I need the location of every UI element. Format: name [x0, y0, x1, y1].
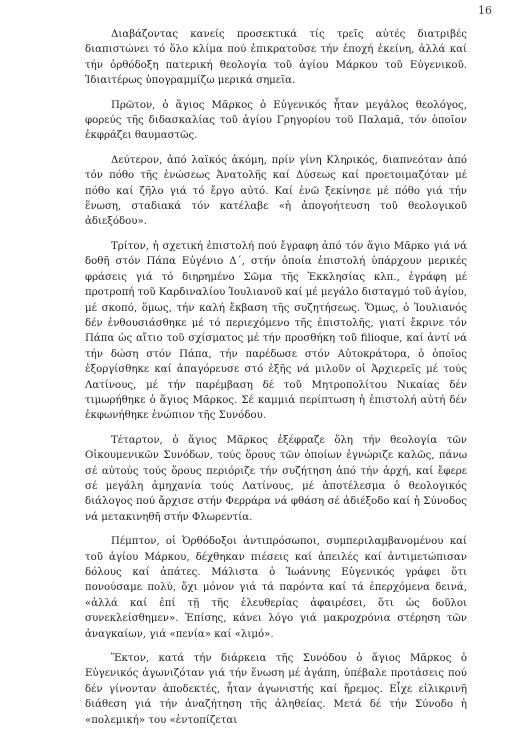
paragraph-third-point: Τρίτον, ἡ σχετική ἐπιστολή πού ἔγραφη ἀπό τόν ἅγιο Μᾶρκο γιά νά δοθῆ στόν Πάπα Εὐγένιο Δ΄, στήν ὁποία ἐπιστολή ὑπάρχουν μερικές φράσεις γιά τό διηρημένο Σῶμα τῆς Ἐκκλησίας κλπ., ἐγράφη μέ προτροπή τοῦ Καρδιναλίου Ἰουλιανοῦ καί μέ μεγάλο δισταγμό τοῦ ἁγίου, μέ σκοπό, ὅμως, τήν καλή ἔκβαση τῆς συζητήσεως. Ὅμως, ὁ Ἰουλιανός δέν ἐνθουσιάσθηκε μέ τό περιεχόμενο τῆς ἐπιστολῆς, γιατί ἔκρινε τόν Πάπα ὡς αἴτιο τοῦ σχίσματος μέ τήν προσθήκη τοῦ filioque, καί ἀντί νά τήν δώση στόν Πάπα, τήν παρέδωσε στόν Αὐτοκράτορα, ὁ ὁποῖος ἐξοργίσθηκε καί ἀπαγόρευσε στό ἑξῆς νά μιλοῦν οἱ Ἀρχιερεῖς μέ τούς Λατίνους, μέ τήν παρέμβαση δέ τοῦ Μητροπολίτου Νικαίας δέν τιμωρήθηκε ὁ ἅγιος Μᾶρκος. Σέ καμμιά περίπτωση ἡ ἐπιστολή αὐτή δέν ἐκφωνήθηκε ἐνώπιον τῆς Συνόδου.: [85, 240, 467, 422]
paragraph-intro: Διαβάζοντας κανείς προσεκτικά τίς τρεῖς αὐτές διατριβές διαπιστώνει τό ὅλο κλίμα πού ἐπικρατοῦσε τήν ἐποχή ἐκείνη, ἀλλά καί τήν ὀρθόδοξη πατερική θεολογία τοῦ ἁγίου Μάρκου τοῦ Εὐγενικοῦ. Ἰδιαιτέρως ὑπογραμμίζω μερικά σημεῖα.: [85, 29, 467, 87]
paragraph-sixth-point: Ἕκτον, κατά τήν διάρκεια τῆς Συνόδου ὁ ἅγιος Μᾶρκος ὁ Εὐγενικός ἀγωνιζόταν γιά τήν ἕνωση μέ ἀγάπη, ὑπέβαλε προτάσεις πού δέν γίνονταν ἀποδεκτές, ἦταν ἀγωνιστής καί ἤρεμος. Εἶχε εἰλικρινῆ διάθεση γιά τήν ἀναζήτηση τῆς ἀληθείας. Μετά δέ τήν Σύνοδο ἡ «πολεμική» του «ἐντοπίζεται: [85, 653, 467, 726]
body-text: [85, 27, 467, 737]
page-number: 16: [478, 4, 492, 17]
paragraph-fourth-point: Τέταρτον, ὁ ἅγιος Μᾶρκος ἐξέφραζε ὅλη τήν θεολογία τῶν Οἰκουμενικῶν Συνόδων, τούς ὅρους τῶν ὁποίων ἐγνώριζε καλῶς, πάνω σέ αὐτούς τούς ὅρους περιόριζε τήν συζήτηση ἀπό τήν ἀρχή, καί ἔφερε σέ μεγάλη ἀμηχανία τούς Λατίνους, μέ ἀποτέλεσμα ὁ θεολογικός διάλογος πού ἄρχισε στήν Φερράρα νά φθάση σέ ἀδιέξοδο καί ἡ Σύνοδος νά μετακινηθῆ στήν Φλωρεντία.: [85, 434, 467, 523]
paragraph-fifth-point: Πέμπτον, οἱ Ὀρθόδοξοι ἀντιπρόσωποι, συμπεριλαμβανομένου καί τοῦ ἁγίου Μάρκου, δέχθηκαν πιέσεις καί ἀπειλές καί ἀντιμετώπισαν δόλους καί ἀπάτες. Μάλιστα ὁ Ἰωάννης Εὐγενικός γράφει ὅτι πονούσαμε πολύ, ὄχι μόνον γιά τά παρόντα καί τά ἐπερχόμενα δεινά, «ἀλλά καί ἐπί τῇ τῆς ἐλευθερίας ἀφαιρέσει, ὅτι ὡς δοῦλοι συνεκλείσθημεν». Ἐπίσης, κάνει λόγο γιά μακροχρόνια στέρηση τῶν ἀναγκαίων, γιά «πενία» καί «λιμό».: [85, 536, 467, 640]
paragraph-second-point: Δεύτερον, ἀπό λαϊκός ἀκόμη, πρίν γίνη Κληρικός, διαπνεόταν ἀπό τόν πόθο τῆς ἑνώσεως Ἀνατολῆς καί Δύσεως καί προετοιμαζόταν μέ πόθο καί ζῆλο γιά τό ἔργο αὐτό. Καί ἐνῶ ξεκίνησε μέ πόθο γιά τήν ἕνωση, σταδιακά τόν κατέλαβε «ἡ ἀπογοήτευση τοῦ θεολογικοῦ ἀδιεξόδου».: [85, 154, 467, 228]
paragraph-first-point: Πρῶτον, ὁ ἅγιος Μᾶρκος ὁ Εὐγενικός ἦταν μεγάλος θεολόγος, φορεύς τῆς διδασκαλίας τοῦ ἁγίου Γρηγορίου τοῦ Παλαμᾶ, τόν ὁποῖον ἐκφράζει θαυμαστῶς.: [85, 99, 467, 142]
